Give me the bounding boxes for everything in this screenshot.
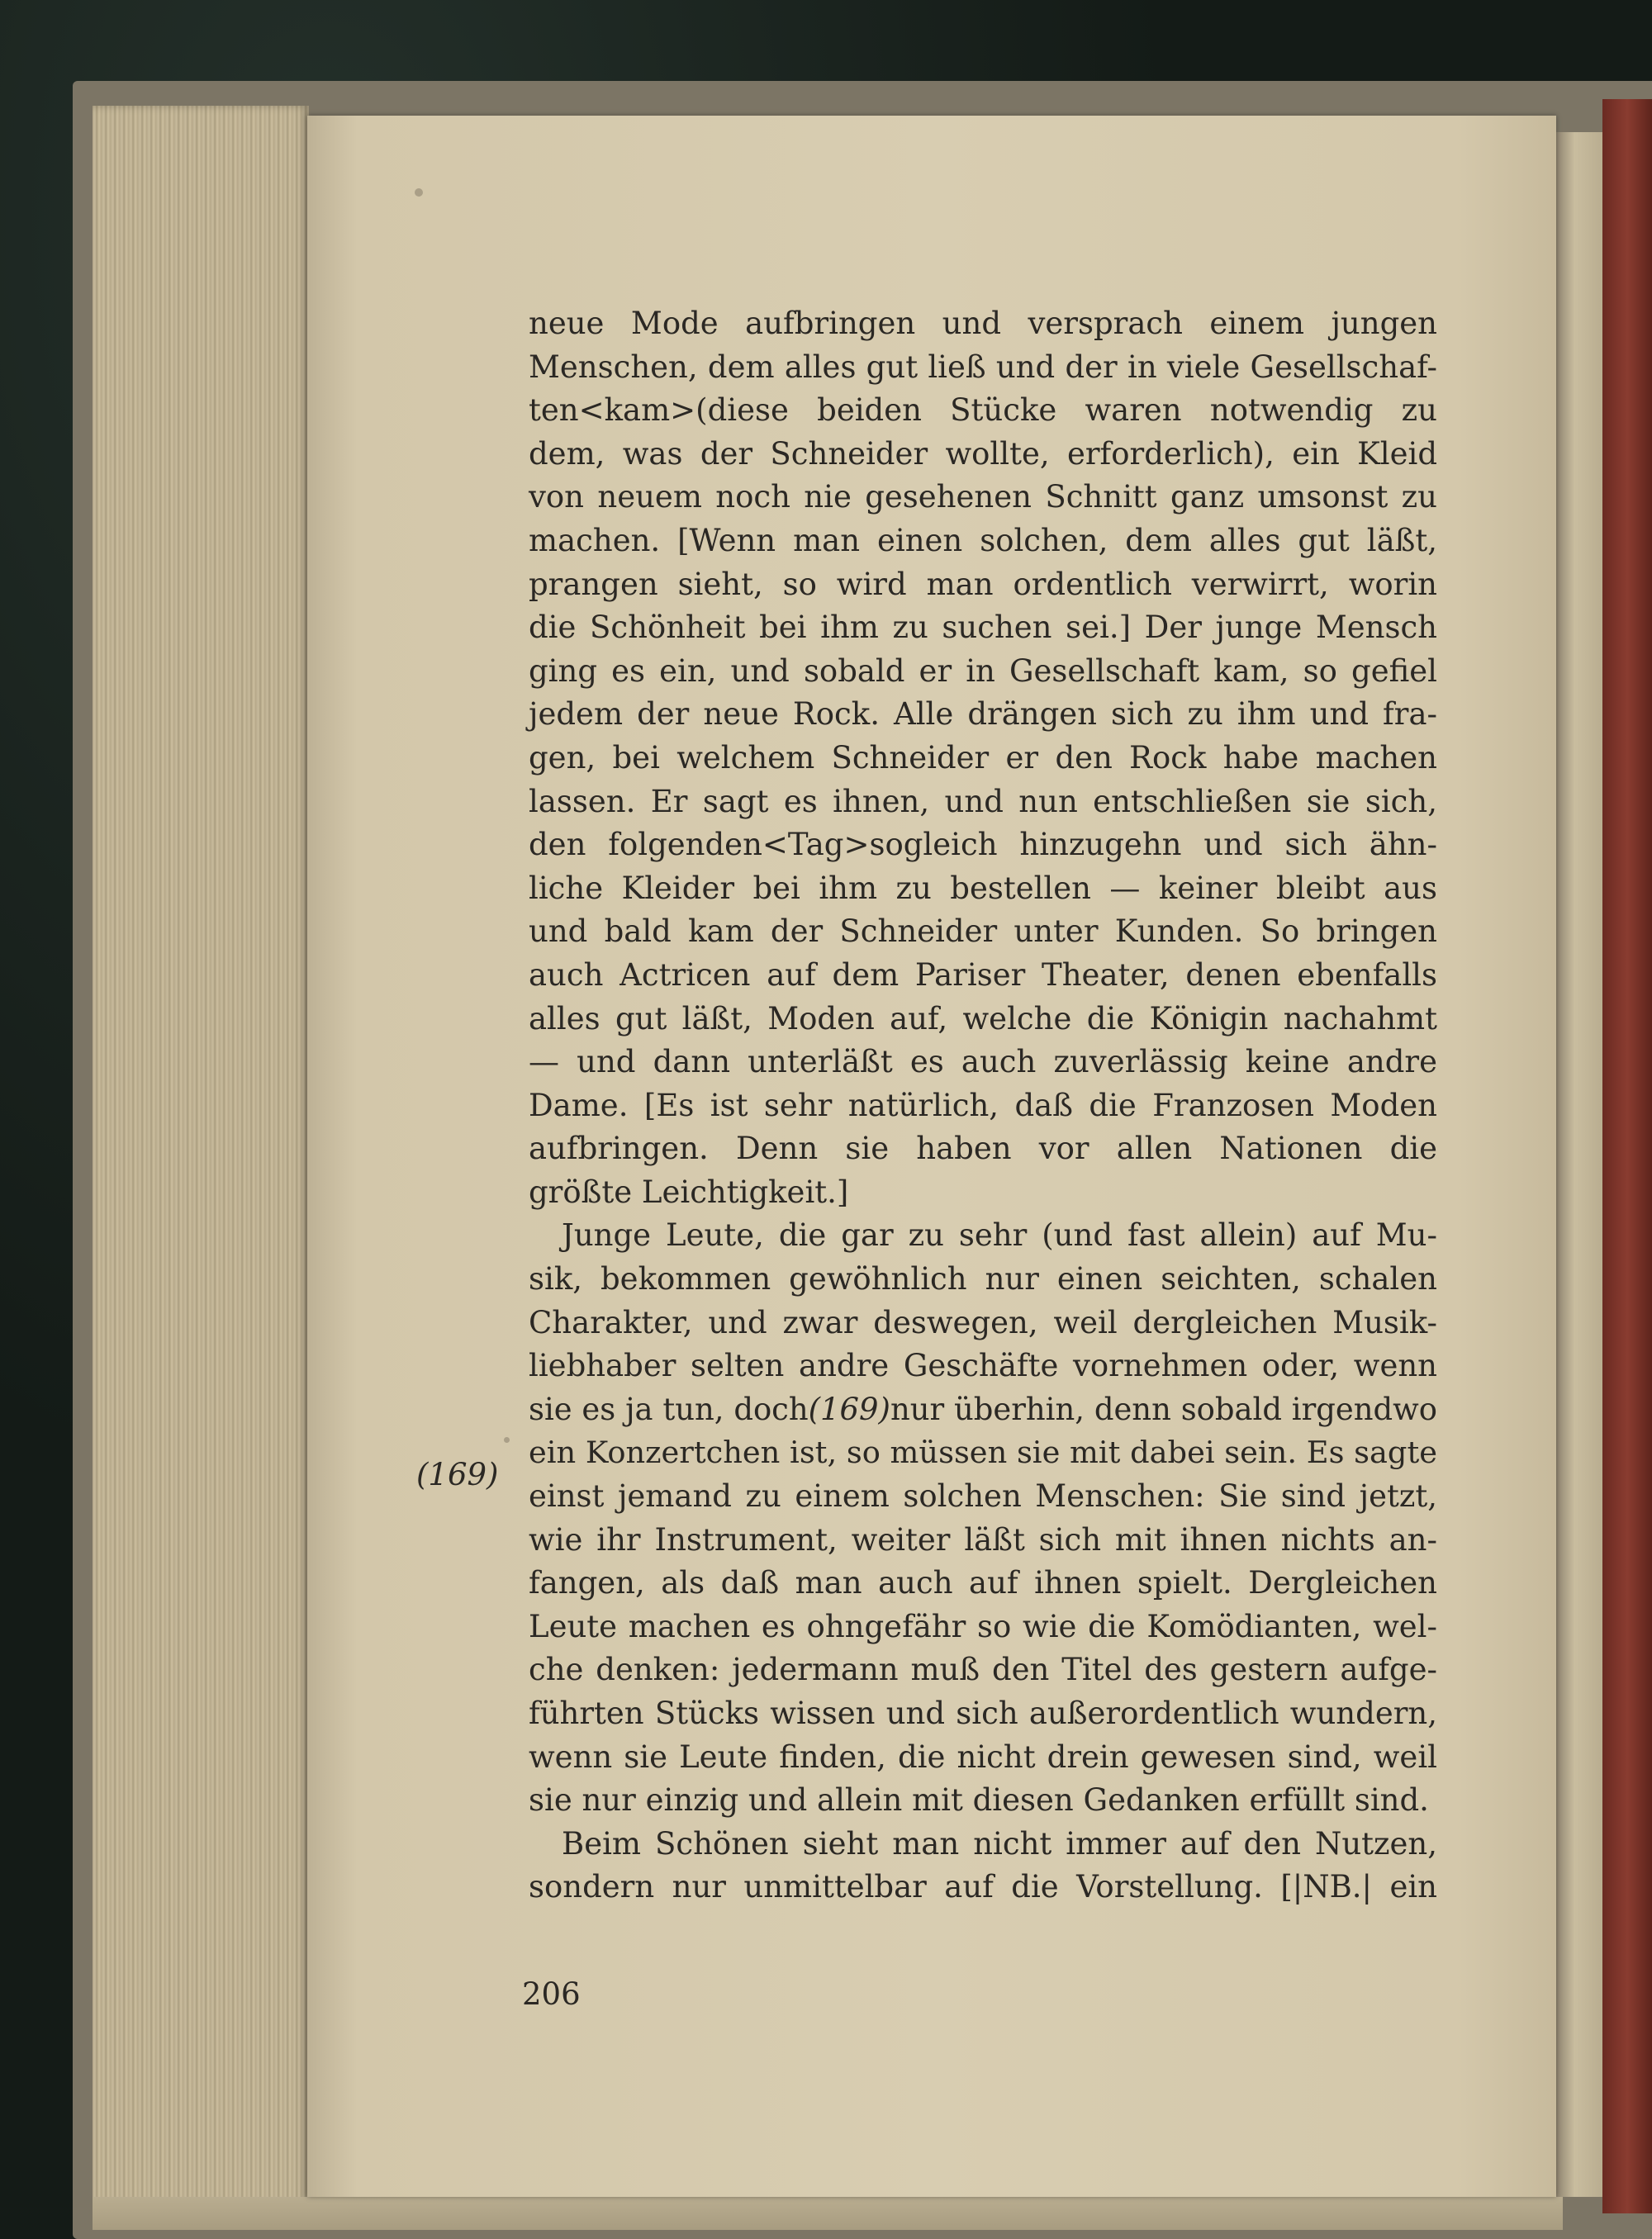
text-line: Beim Schönen sieht man nicht immer auf den Nutzen, [562,1825,1437,1862]
text-line: größte Leichtigkeit.] [529,1174,849,1210]
text-line: — und dann unterläßt es auch zuverlässig keine andre [529,1044,1437,1080]
text-line: wie ihr Instrument, weiter läßt sich mit ihnen nichts an- [529,1521,1437,1558]
text-line-with-reference [529,1388,1437,1432]
text-line: che denken: jedermann muß den Titel des gestern aufge- [529,1652,1437,1688]
text-line: auch Actricen auf dem Pariser Theater, denen ebenfalls [529,956,1437,993]
text-line: sik, bekommen gewöhnlich nur einen seichten, schalen [529,1261,1437,1297]
body-text [529,302,1437,1909]
text-line: lassen. Er sagt es ihnen, und nun entschließen sie sich, [529,783,1437,819]
text-line: neue Mode aufbringen und versprach einem jungen [529,306,1437,341]
text-line: machen. [Wenn man einen solchen, dem alles gut läßt, [529,522,1437,558]
text-line: Menschen, dem alles gut ließ und der in viele Gesellschaf- [529,349,1437,385]
page-stack-bottom [93,2197,1563,2230]
text-line: liche Kleider bei ihm zu bestellen — keiner bleibt aus [529,870,1437,906]
text-line: ging es ein, und sobald er in Gesellschaft kam, so gefiel [529,652,1437,689]
paper-speck [504,1437,510,1443]
text-line: Leute machen es ohngefähr so wie die Komödianten, wel- [529,1608,1437,1644]
inline-page-reference: (169) [808,1391,890,1427]
text-fragment: sie es ja tun, doch [529,1391,809,1427]
facing-page-edge [1556,132,1602,2197]
printed-page [307,116,1556,2197]
text-line: Charakter, und zwar deswegen, weil dergleichen Musik- [529,1304,1437,1340]
page-stack-left [93,106,309,2220]
text-fragment: nur überhin, denn sobald irgendwo [890,1391,1437,1427]
text-line: Junge Leute, die gar zu sehr (und fast allein) auf Mu- [562,1217,1437,1254]
text-line: wenn sie Leute finden, die nicht drein gewesen sind, weil [529,1739,1437,1775]
book-cover-edge [1602,99,1652,2213]
text-line: führten Stücks wissen und sich außerordentlich wundern, [529,1696,1437,1731]
page-number: 206 [522,1976,581,2012]
text-line: alles gut läßt, Moden auf, welche die Königin nachahmt [529,1000,1437,1036]
text-line: aufbringen. Denn sie haben vor allen Nationen die [529,1131,1437,1167]
text-line: von neuem noch nie gesehenen Schnitt ganz umsonst zu [529,479,1437,515]
text-line: und bald kam der Schneider unter Kunden. So bringen [529,913,1437,950]
text-line: fangen, als daß man auch auf ihnen spielt. Dergleichen [529,1565,1437,1601]
paper-speck [415,188,423,197]
text-line: dem, was der Schneider wollte, erforderlich), ein Kleid [529,435,1437,472]
text-line: einst jemand zu einem solchen Menschen: Sie sind jetzt, [529,1478,1437,1515]
text-line: Dame. [Es ist sehr natürlich, daß die Franzosen Moden [529,1087,1437,1123]
text-line: prangen sieht, so wird man ordentlich verwirrt, worin [529,566,1437,602]
text-line: sie nur einzig und allein mit diesen Gedanken erfüllt sind. [529,1782,1429,1819]
text-line: ein Konzertchen ist, so müssen sie mit dabei sein. Es sagte [529,1435,1437,1471]
text-line: den folgenden<Tag>sogleich hinzugehn und sich ähn- [529,827,1437,863]
text-line: liebhaber selten andre Geschäfte vornehmen oder, wenn [529,1348,1437,1384]
margin-page-reference: (169) [416,1457,499,1492]
text-line: die Schönheit bei ihm zu suchen sei.] Der junge Mensch [529,610,1437,646]
text-line: ten<kam>(diese beiden Stücke waren notwendig zu [529,392,1437,429]
text-line: gen, bei welchem Schneider er den Rock habe machen [529,739,1437,776]
text-line: jedem der neue Rock. Alle drängen sich zu ihm und fra- [529,696,1437,733]
text-line: sondern nur unmittelbar auf die Vorstellung. [|NB.| ein [529,1869,1437,1905]
